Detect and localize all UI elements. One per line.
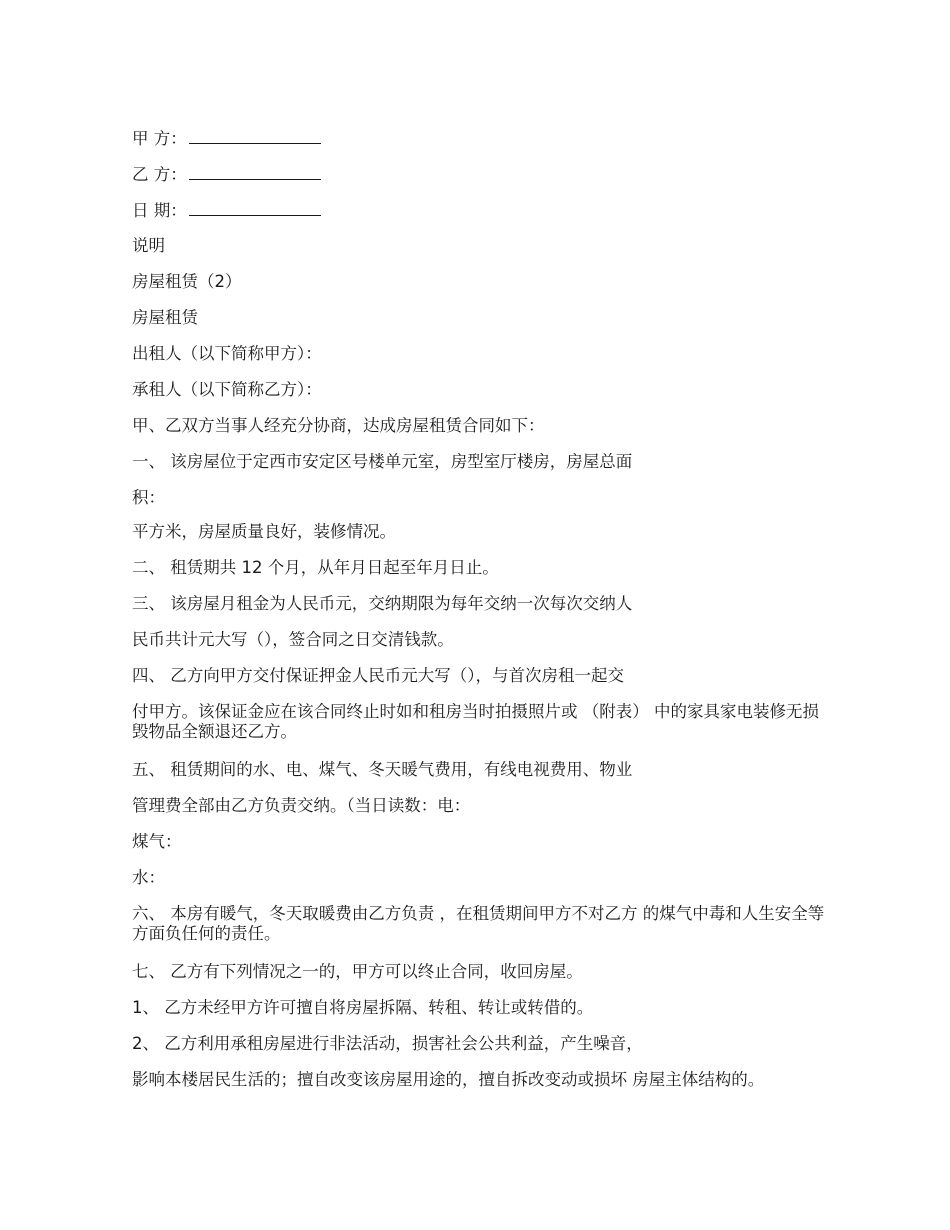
paragraph: 一、 该房屋位于定西市安定区号楼单元室，房型室厅楼房，房屋总面 [132, 452, 633, 471]
paragraph: 影响本楼居民生活的；擅自改变该房屋用途的，擅自拆改变动或损坏 房屋主体结构的。 [132, 1070, 765, 1089]
paragraph: 付甲方。该保证金应在该合同终止时如和租房当时拍摄照片或 （附表） 中的家具家电装修无损毁物品全额退还乙方。 [132, 702, 819, 741]
paragraph: 房屋租赁（2） [132, 272, 242, 291]
paragraph: 房屋租赁 [132, 308, 198, 327]
paragraph: 七、 乙方有下列情况之一的，甲方可以终止合同，收回房屋。 [132, 962, 583, 981]
paragraph: 出租人（以下简称甲方）： [132, 344, 322, 363]
paragraph: 四、 乙方向甲方交付保证押金人民币元大写（），与首次房租一起交 [132, 666, 624, 685]
paragraph: 煤气： [132, 832, 182, 851]
paragraph: 承租人（以下简称乙方）： [132, 380, 322, 399]
paragraph: 五、 租赁期间的水、电、煤气、冬天暖气费用，有线电视费用、物业 [132, 760, 633, 779]
paragraph: 甲、乙双方当事人经充分协商，达成房屋租赁合同如下： [132, 416, 545, 435]
paragraph: 2、 乙方利用承租房屋进行非法活动，损害社会公共利益，产生噪音， [132, 1034, 643, 1053]
paragraph: 二、 租赁期共 12 个月，从年月日起至年月日止。 [132, 558, 499, 577]
paragraph: 说明 [132, 236, 165, 255]
header-field-party-a [132, 128, 321, 149]
blank-underline [189, 128, 321, 144]
paragraph: 平方米，房屋质量良好，装修情况。 [132, 522, 396, 541]
paragraph: 三、 该房屋月租金为人民币元，交纳期限为每年交纳一次每次交纳人 [132, 594, 633, 613]
paragraph: 六、 本房有暖气，冬天取暖费由乙方负责 ，在租赁期间甲方不对乙方 的煤气中毒和人生安全等方面负任何的责任。 [132, 904, 825, 943]
blank-underline [189, 200, 321, 216]
field-label: 甲 方： [132, 129, 187, 148]
header-field-party-b [132, 164, 321, 185]
paragraph: 1、 乙方未经甲方许可擅自将房屋拆隔、转租、转让或转借的。 [132, 998, 594, 1017]
paragraph: 管理费全部由乙方负责交纳。（当日读数：电： [132, 796, 471, 815]
header-field-date [132, 200, 321, 221]
blank-underline [189, 164, 321, 180]
paragraph: 民币共计元大写（），签合同之日交清钱款。 [132, 630, 454, 649]
field-label: 日 期： [132, 201, 187, 220]
paragraph: 水： [132, 868, 165, 887]
field-label: 乙 方： [132, 165, 187, 184]
paragraph: 积： [132, 488, 165, 507]
